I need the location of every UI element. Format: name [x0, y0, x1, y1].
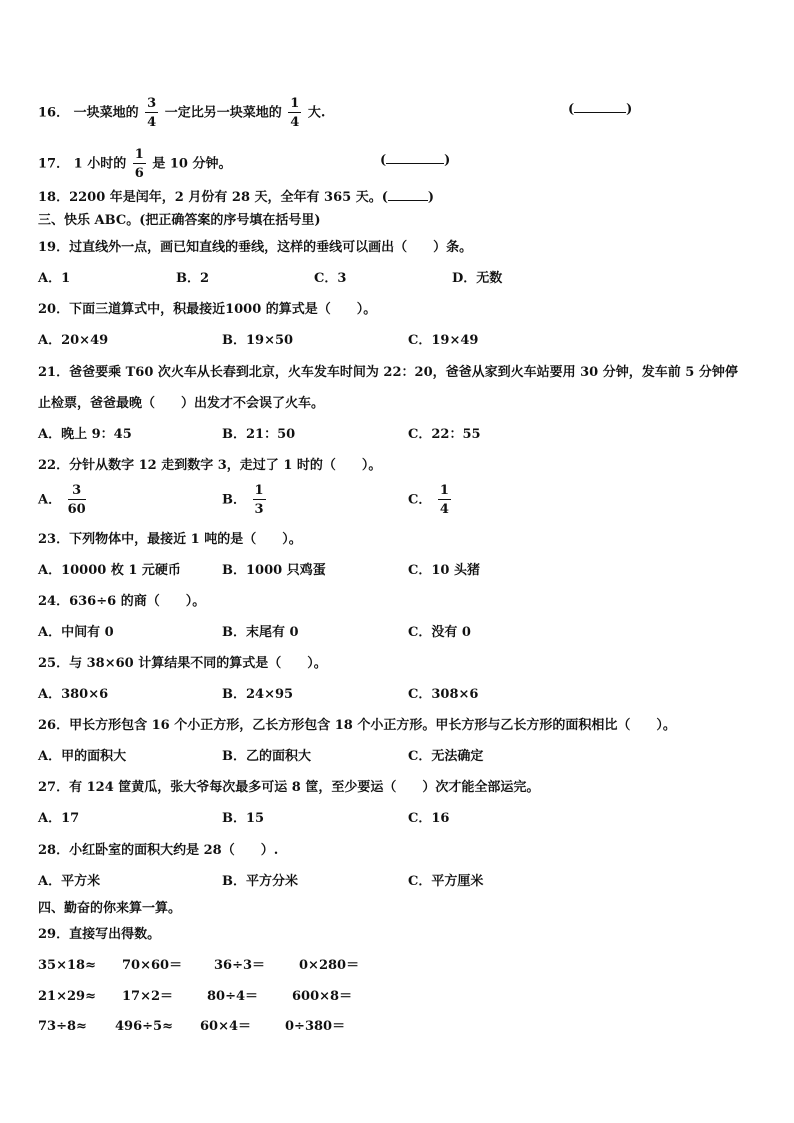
answer-blank[interactable]: [388, 188, 428, 201]
q23-option-a[interactable]: A．10000 枚 1 元硬币: [38, 563, 181, 578]
calc-item: 21×29≈: [38, 989, 96, 1004]
question-16: [38, 97, 325, 129]
q21-option-b[interactable]: B．21：50: [222, 427, 296, 442]
numerator: 3: [68, 484, 86, 500]
fraction-3-4: [145, 97, 158, 129]
question-17: [38, 148, 231, 180]
fraction-1-6: [133, 148, 146, 180]
numerator: 1: [439, 483, 449, 498]
q27-option-a[interactable]: A．17: [38, 811, 80, 826]
paren-right: ): [427, 190, 435, 205]
denominator: 4: [290, 115, 300, 130]
denominator: 4: [147, 115, 157, 130]
calc-item: 17×2＝: [122, 989, 174, 1004]
q25-option-a[interactable]: A．380×6: [38, 687, 109, 702]
q20-option-a[interactable]: A．20×49: [38, 333, 109, 348]
question-29: 29．直接写出得数。: [38, 927, 161, 942]
question-19: 19．过直线外一点，画已知直线的垂线，这样的垂线可以画出（ ）条。: [38, 240, 473, 255]
q22-option-a[interactable]: [38, 484, 88, 516]
option-label: C．: [408, 492, 432, 508]
q19-option-d[interactable]: D．无数: [452, 271, 503, 286]
q24-option-c[interactable]: C．没有 0: [408, 625, 471, 640]
q20-option-c[interactable]: C．19×49: [408, 333, 479, 348]
fraction-1-4: [438, 484, 451, 516]
calc-item: 0÷380＝: [285, 1019, 346, 1034]
question-26: 26．甲长方形包含 16 个小正方形，乙长方形包含 18 个小正方形。甲长方形与乙长方形的面积相比（ ）。: [38, 718, 676, 733]
answer-blank[interactable]: [574, 100, 626, 113]
q21-option-c[interactable]: C．22：55: [408, 427, 481, 442]
calc-item: 600×8＝: [292, 989, 353, 1004]
fraction-1-3: [253, 484, 266, 516]
fraction-1-4: [288, 97, 301, 129]
numerator: 1: [134, 147, 144, 162]
q17-answer-paren: [380, 151, 450, 169]
calc-item: 0×280＝: [299, 958, 360, 973]
q22-option-b[interactable]: [222, 484, 268, 516]
q21-option-a[interactable]: A．晚上 9：45: [38, 427, 132, 442]
q27-option-b[interactable]: B．15: [222, 811, 265, 826]
q28-option-b[interactable]: B．平方分米: [222, 874, 298, 889]
question-28: 28．小红卧室的面积大约是 28（ ）.: [38, 843, 279, 858]
calc-item: 70×60＝: [122, 958, 183, 973]
calc-item: 80÷4＝: [207, 989, 259, 1004]
q27-option-c[interactable]: C．16: [408, 811, 450, 826]
question-27: 27．有 124 筐黄瓜，张大爷每次最多可运 8 筐，至少要运（ ）次才能全部运完。: [38, 780, 540, 795]
q17-number: 17．: [38, 156, 70, 172]
question-23: 23．下列物体中，最接近 1 吨的是（ ）。: [38, 532, 302, 547]
option-label: B．: [222, 492, 246, 508]
option-label: A．: [38, 492, 62, 508]
q16-text-2: 一定比另一块菜地的: [164, 105, 282, 121]
answer-blank[interactable]: [386, 151, 444, 164]
q16-text-3: 大.: [307, 105, 326, 121]
calc-item: 496÷5≈: [115, 1019, 173, 1034]
q17-text-2: 是 10 分钟。: [152, 156, 232, 172]
denominator: 6: [134, 166, 144, 181]
fraction-3-60: [68, 484, 86, 516]
q26-option-b[interactable]: B．乙的面积大: [222, 749, 311, 764]
q23-option-c[interactable]: C．10 头猪: [408, 563, 480, 578]
calc-item: 35×18≈: [38, 958, 96, 973]
q16-number: 16．: [38, 105, 70, 121]
q19-option-c[interactable]: C．3: [314, 271, 347, 286]
calc-item: 36÷3＝: [214, 958, 266, 973]
q24-option-a[interactable]: A．中间有 0: [38, 625, 114, 640]
q18-text: 18．2200 年是闰年，2 月份有 28 天，全年有 365 天。(: [38, 190, 388, 205]
question-22: 22．分针从数字 12 走到数字 3，走过了 1 时的（ ）。: [38, 458, 382, 473]
calc-item: 73÷8≈: [38, 1019, 87, 1034]
section-4-heading: 四、勤奋的你来算一算。: [38, 901, 182, 916]
denominator: 4: [439, 502, 449, 517]
q28-option-a[interactable]: A．平方米: [38, 874, 101, 889]
q17-text-1: 1 小时的: [73, 156, 127, 172]
q16-text-1: 一块菜地的: [73, 105, 139, 121]
q26-option-a[interactable]: A．甲的面积大: [38, 749, 127, 764]
section-3-heading: 三、快乐 ABC。(把正确答案的序号填在括号里): [38, 213, 321, 228]
q19-option-b[interactable]: B．2: [176, 271, 210, 286]
question-21-line-1: 21．爸爸要乘 T60 次火车从长春到北京，火车发车时间为 22：20，爸爸从家到火车站要用 30 分钟，发车前 5 分钟停: [38, 365, 738, 380]
denominator: 3: [254, 502, 264, 517]
question-20: 20．下面三道算式中，积最接近1000 的算式是（ ）。: [38, 302, 377, 317]
numerator: 1: [290, 96, 300, 111]
paren-right: ): [444, 153, 451, 168]
calc-item: 60×4＝: [200, 1019, 252, 1034]
q26-option-c[interactable]: C．无法确定: [408, 749, 484, 764]
q20-option-b[interactable]: B．19×50: [222, 333, 294, 348]
denominator: 60: [67, 502, 86, 517]
question-24: 24．636÷6 的商（ ）。: [38, 594, 206, 609]
paren-right: ): [626, 102, 633, 117]
q22-option-c[interactable]: [408, 484, 453, 516]
q23-option-b[interactable]: B．1000 只鸡蛋: [222, 563, 326, 578]
q24-option-b[interactable]: B．末尾有 0: [222, 625, 299, 640]
numerator: 3: [147, 96, 157, 111]
question-25: 25．与 38×60 计算结果不同的算式是（ ）。: [38, 656, 327, 671]
q25-option-c[interactable]: C．308×6: [408, 687, 479, 702]
question-18: [38, 188, 434, 206]
q25-option-b[interactable]: B．24×95: [222, 687, 294, 702]
numerator: 1: [254, 483, 264, 498]
q19-option-a[interactable]: A．1: [38, 271, 71, 286]
paren-left: (: [568, 102, 575, 117]
paren-left: (: [380, 153, 387, 168]
q28-option-c[interactable]: C．平方厘米: [408, 874, 484, 889]
question-21-line-2: 止检票，爸爸最晚（ ）出发才不会误了火车。: [38, 396, 325, 411]
q16-answer-paren: [568, 100, 632, 118]
